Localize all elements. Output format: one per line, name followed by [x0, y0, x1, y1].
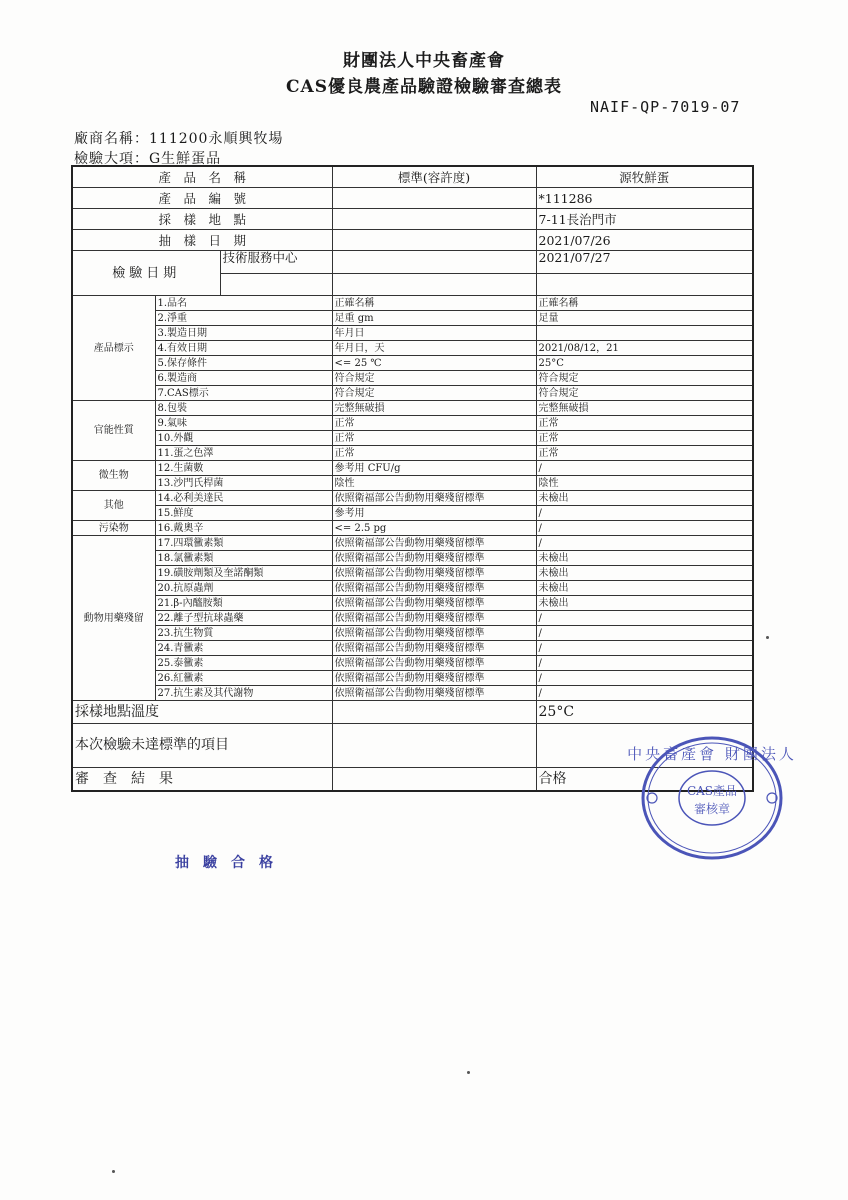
item-row — [72, 311, 753, 326]
item-result: / — [536, 686, 753, 701]
item-standard: 參考用 — [332, 506, 536, 521]
approval-stamp — [627, 735, 797, 861]
item-row — [72, 551, 753, 566]
item-standard: 年月日 — [332, 326, 536, 341]
test-date-value: 2021/07/27 — [536, 251, 753, 274]
item-name: 18.氯黴素類 — [155, 551, 332, 566]
item-result: 符合規定 — [536, 386, 753, 401]
test-date-row — [72, 251, 753, 274]
item-standard: 完整無破損 — [332, 401, 536, 416]
item-name: 20.抗原蟲劑 — [155, 581, 332, 596]
document-title: CAS優良農產品驗證檢驗審查總表 — [286, 77, 562, 97]
item-result: / — [536, 626, 753, 641]
item-standard: 正確名稱 — [332, 296, 536, 311]
item-result: 陰性 — [536, 476, 753, 491]
item-row — [72, 686, 753, 701]
item-name: 26.紅黴素 — [155, 671, 332, 686]
item-name: 15.鮮度 — [155, 506, 332, 521]
item-name: 25.泰黴素 — [155, 656, 332, 671]
item-row — [72, 671, 753, 686]
item-standard: 足重 gm — [332, 311, 536, 326]
item-standard: 依照衛福部公告動物用藥殘留標準 — [332, 611, 536, 626]
item-row — [72, 356, 753, 371]
item-standard: 依照衛福部公告動物用藥殘留標準 — [332, 626, 536, 641]
item-standard: 依照衛福部公告動物用藥殘留標準 — [332, 641, 536, 656]
sample-place-row — [72, 209, 753, 230]
category-label: 污染物 — [72, 521, 155, 536]
item-row — [72, 626, 753, 641]
item-row — [72, 581, 753, 596]
item-standard: <= 2.5 pg — [332, 521, 536, 536]
item-row — [72, 446, 753, 461]
item-row — [72, 611, 753, 626]
item-row — [72, 521, 753, 536]
item-row — [72, 641, 753, 656]
speck — [467, 1071, 470, 1074]
item-result: / — [536, 641, 753, 656]
item-standard: 依照衛福部公告動物用藥殘留標準 — [332, 491, 536, 506]
item-result: / — [536, 656, 753, 671]
item-name: 24.青黴素 — [155, 641, 332, 656]
item-result: / — [536, 671, 753, 686]
item-name: 10.外觀 — [155, 431, 332, 446]
item-name: 16.戴奧辛 — [155, 521, 332, 536]
item-row — [72, 371, 753, 386]
sample-date-row — [72, 230, 753, 251]
item-name: 13.沙門氏桿菌 — [155, 476, 332, 491]
item-name: 23.抗生物質 — [155, 626, 332, 641]
item-standard: 依照衛福部公告動物用藥殘留標準 — [332, 596, 536, 611]
item-row — [72, 566, 753, 581]
item-name: 27.抗生素及其代謝物 — [155, 686, 332, 701]
item-name: 1.品名 — [155, 296, 332, 311]
item-result: 正常 — [536, 431, 753, 446]
item-result: 正確名稱 — [536, 296, 753, 311]
item-result: 25°C — [536, 356, 753, 371]
item-standard: 正常 — [332, 446, 536, 461]
product-no-label: 產 品 編 號 — [72, 188, 332, 209]
stamp-inner-line2: 審核章 — [693, 802, 731, 816]
review-result-label: 審 查 結 果 — [72, 768, 332, 792]
item-result: / — [536, 461, 753, 476]
item-standard: 依照衛福部公告動物用藥殘留標準 — [332, 551, 536, 566]
item-row — [72, 476, 753, 491]
speck — [766, 636, 769, 639]
item-result: 符合規定 — [536, 371, 753, 386]
item-name: 21.β-內醯胺類 — [155, 596, 332, 611]
item-result — [536, 326, 753, 341]
item-row — [72, 461, 753, 476]
temperature-row — [72, 701, 753, 724]
item-row — [72, 401, 753, 416]
item-row — [72, 416, 753, 431]
item-result: 未檢出 — [536, 596, 753, 611]
item-name: 9.氣味 — [155, 416, 332, 431]
sample-place-value: 7-11長治門市 — [536, 209, 753, 230]
temperature-label: 採樣地點溫度 — [72, 701, 332, 724]
sample-date-label: 抽 樣 日 期 — [72, 230, 332, 251]
category-label: 官能性質 — [72, 401, 155, 461]
item-row — [72, 506, 753, 521]
item-row — [72, 656, 753, 671]
item-result: 正常 — [536, 416, 753, 431]
test-center: 技術服務中心 — [220, 251, 332, 274]
category-label: 微生物 — [72, 461, 155, 491]
item-row — [72, 431, 753, 446]
product-no-row — [72, 188, 753, 209]
item-standard: 符合規定 — [332, 371, 536, 386]
speck — [112, 1170, 115, 1173]
item-name: 12.生菌數 — [155, 461, 332, 476]
inspection-category: 檢驗大項：G生鮮蛋品 — [74, 151, 222, 167]
item-name: 14.必利美達民 — [155, 491, 332, 506]
item-standard: <= 25 ℃ — [332, 356, 536, 371]
item-name: 22.離子型抗球蟲藥 — [155, 611, 332, 626]
item-result: 未檢出 — [536, 551, 753, 566]
document-number: NAIF-QP-7019-07 — [590, 98, 741, 116]
item-row — [72, 536, 753, 551]
item-standard: 符合規定 — [332, 386, 536, 401]
item-result: 足量 — [536, 311, 753, 326]
item-standard: 正常 — [332, 416, 536, 431]
item-result: / — [536, 611, 753, 626]
item-row — [72, 386, 753, 401]
product-name-row — [72, 166, 753, 188]
item-name: 2.淨重 — [155, 311, 332, 326]
item-standard: 正常 — [332, 431, 536, 446]
item-result: 2021/08/12，21 — [536, 341, 753, 356]
item-row — [72, 491, 753, 506]
vendor-name: 廠商名稱：111200永順興牧場 — [74, 131, 284, 147]
category-label: 動物用藥殘留 — [72, 536, 155, 701]
item-result: 完整無破損 — [536, 401, 753, 416]
item-standard: 年月日，天 — [332, 341, 536, 356]
item-result: 未檢出 — [536, 566, 753, 581]
item-row — [72, 296, 753, 311]
item-row — [72, 326, 753, 341]
item-name: 8.包裝 — [155, 401, 332, 416]
item-standard: 依照衛福部公告動物用藥殘留標準 — [332, 671, 536, 686]
item-name: 7.CAS標示 — [155, 386, 332, 401]
item-result: / — [536, 506, 753, 521]
item-standard: 依照衛福部公告動物用藥殘留標準 — [332, 656, 536, 671]
item-standard: 依照衛福部公告動物用藥殘留標準 — [332, 536, 536, 551]
item-name: 4.有效日期 — [155, 341, 332, 356]
stamp-inner-line1: CAS產品 — [686, 784, 738, 798]
product-no-value: *111286 — [536, 188, 753, 209]
category-label: 其他 — [72, 491, 155, 521]
standard-header: 標準(容許度) — [332, 166, 536, 188]
item-result: / — [536, 521, 753, 536]
item-standard: 依照衛福部公告動物用藥殘留標準 — [332, 566, 536, 581]
item-name: 19.磺胺劑類及奎諾酮類 — [155, 566, 332, 581]
item-standard: 依照衛福部公告動物用藥殘留標準 — [332, 686, 536, 701]
failed-items-label: 本次檢驗未達標準的項目 — [72, 724, 332, 768]
item-name: 11.蛋之色澤 — [155, 446, 332, 461]
item-row — [72, 341, 753, 356]
sample-date-value: 2021/07/26 — [536, 230, 753, 251]
item-standard: 陰性 — [332, 476, 536, 491]
item-standard: 參考用 CFU/g — [332, 461, 536, 476]
temperature-value: 25°C — [536, 701, 753, 724]
stamp-outer-text: 中央畜產會 財團法人 — [627, 745, 797, 763]
test-date-label: 檢驗日期 — [72, 251, 220, 296]
item-result: 未檢出 — [536, 491, 753, 506]
item-row — [72, 596, 753, 611]
category-label: 產品標示 — [72, 296, 155, 401]
inspection-table — [71, 165, 754, 792]
item-result: 未檢出 — [536, 581, 753, 596]
handwritten-pass-note: 抽驗合格 — [175, 855, 287, 871]
item-name: 17.四環黴素類 — [155, 536, 332, 551]
item-name: 3.製造日期 — [155, 326, 332, 341]
sample-place-label: 採 樣 地 點 — [72, 209, 332, 230]
item-name: 6.製造商 — [155, 371, 332, 386]
review-result-value: 合格 — [536, 768, 753, 792]
item-result: 正常 — [536, 446, 753, 461]
product-name-label: 產 品 名 稱 — [72, 166, 332, 188]
item-name: 5.保存條件 — [155, 356, 332, 371]
item-result: / — [536, 536, 753, 551]
item-standard: 依照衛福部公告動物用藥殘留標準 — [332, 581, 536, 596]
organization-title: 財團法人中央畜產會 — [343, 51, 505, 71]
product-name-value: 源牧鮮蛋 — [536, 166, 753, 188]
